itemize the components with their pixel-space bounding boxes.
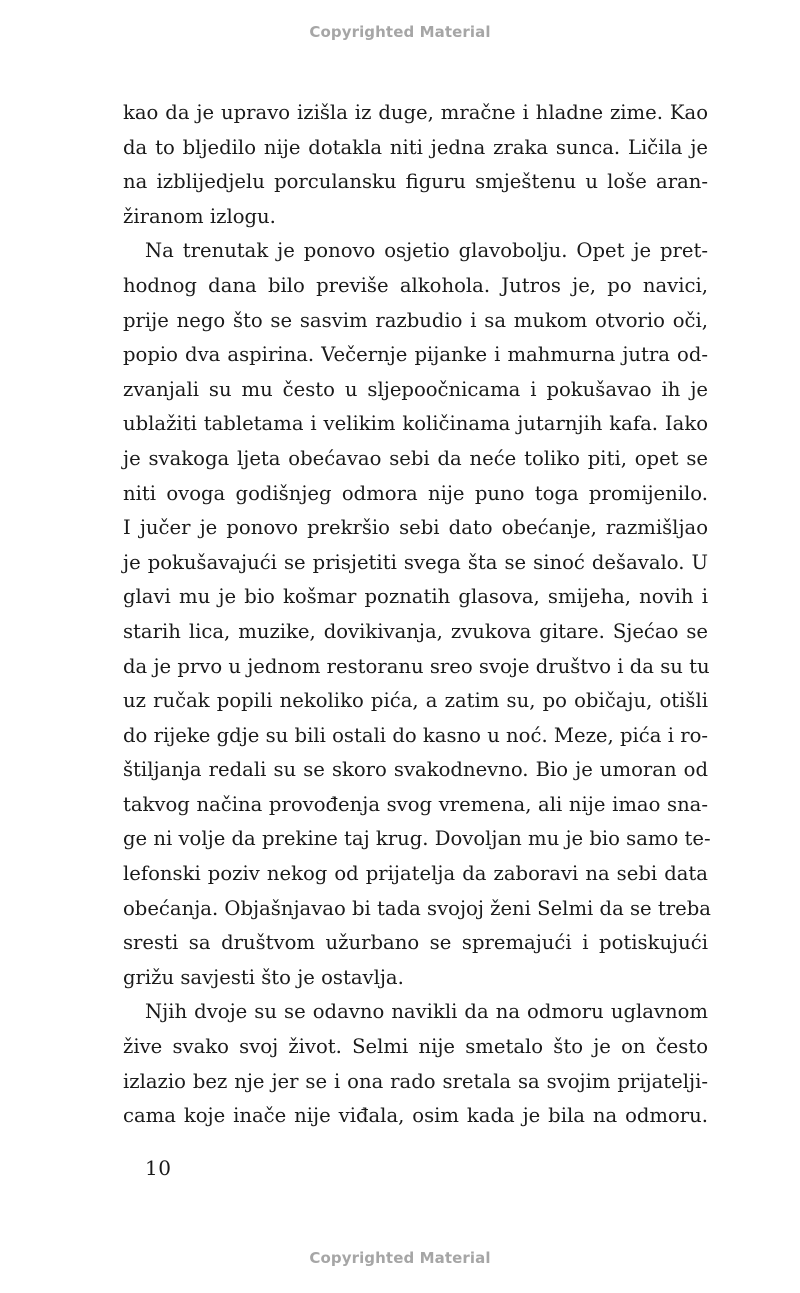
paragraph-3 [123, 995, 708, 1133]
text-line: da je prvo u jednom restoranu sreo svoje društvo i da su tu [123, 654, 710, 678]
text-line: cama koje inače nije viđala, osim kada je bila na odmoru. [123, 1104, 708, 1128]
text-line: hodnog dana bilo previše alkohola. Jutros je, po navici, [123, 273, 708, 297]
text-line: izlazio bez nje jer se i ona rado sretala sa svojim prijatelji- [123, 1069, 708, 1093]
text-line: je svakoga ljeta obećavao sebi da neće toliko piti, opet se [123, 446, 708, 470]
paragraph-1 [123, 96, 708, 234]
text-line: do rijeke gdje su bili ostali do kasno u noć. Meze, pića i ro- [123, 723, 708, 747]
text-line: ge ni volje da prekine taj krug. Dovoljan mu je bio samo te- [123, 827, 711, 851]
text-line: štiljanja redali su se skoro svakodnevno. Bio je umoran od [123, 758, 708, 782]
text-line: žiranom izlogu. [123, 204, 276, 228]
copyright-watermark-top: Copyrighted Material [309, 23, 491, 41]
text-line: I jučer je ponovo prekršio sebi dato obećanje, razmišljao [123, 516, 708, 540]
text-line: grižu savjesti što je ostavlja. [123, 965, 404, 989]
text-line: popio dva aspirina. Večernje pijanke i mahmurna jutra od- [123, 343, 708, 367]
paragraph-2 [123, 234, 711, 995]
text-line: kao da je upravo izišla iz duge, mračne i hladne zime. Kao [123, 101, 708, 124]
body-text [123, 96, 711, 1134]
text-line: sresti sa društvom užurbano se spremajući i potiskujući [123, 931, 708, 955]
text-line: uz ručak popili nekoliko pića, a zatim su, po običaju, otišli [123, 689, 708, 713]
text-line: starih lica, muzike, dovikivanja, zvukova gitare. Sjećao se [123, 619, 708, 643]
text-line: žive svako svoj život. Selmi nije smetalo što je on često [123, 1035, 708, 1059]
copyright-watermark-bottom: Copyrighted Material [309, 1249, 491, 1267]
text-line: takvog načina provođenja svog vremena, ali nije imao sna- [123, 792, 708, 816]
text-line: Njih dvoje su se odavno navikli da na odmoru uglavnom [145, 1000, 708, 1024]
text-line: lefonski poziv nekog od prijatelja da zaboravi na sebi data [123, 862, 708, 886]
text-line: ublažiti tabletama i velikim količinama jutarnjih kafa. Iako [123, 412, 708, 436]
text-line: obećanja. Objašnjavao bi tada svojoj ženi Selmi da se treba [123, 896, 711, 920]
text-line: da to bljedilo nije dotakla niti jedna zraka sunca. Ličila je [123, 135, 708, 159]
text-line: glavi mu je bio košmar poznatih glasova, smijeha, novih i [123, 585, 708, 609]
text-line: Na trenutak je ponovo osjetio glavobolju. Opet je pret- [145, 239, 708, 263]
text-line: prije nego što se sasvim razbudio i sa mukom otvorio oči, [123, 308, 708, 332]
page-number: 10 [145, 1156, 172, 1180]
text-line: niti ovoga godišnjeg odmora nije puno toga promijenilo. [123, 481, 708, 505]
text-line: zvanjali su mu često u sljepoočnicama i pokušavao ih je [123, 377, 708, 401]
text-line: na izblijedjelu porculansku figuru smještenu u loše aran- [123, 170, 708, 194]
text-line: je pokušavajući se prisjetiti svega šta se sinoć dešavalo. U [123, 550, 708, 574]
